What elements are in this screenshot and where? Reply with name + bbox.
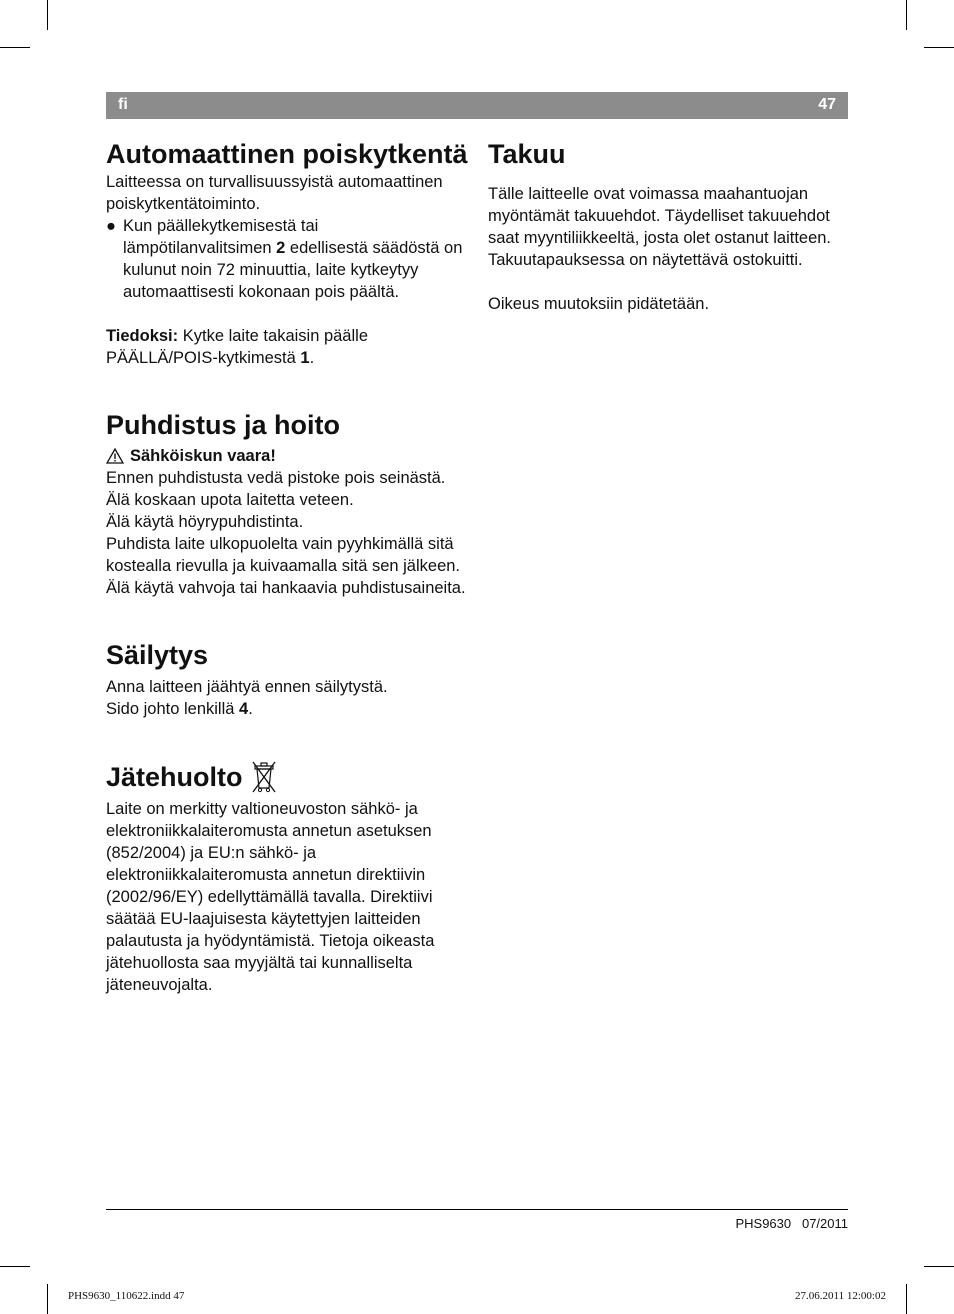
footer-info — [735, 1216, 848, 1231]
section-warranty — [488, 138, 850, 315]
note-label: Tiedoksi: — [106, 327, 179, 345]
paragraph: Laitteessa on turvallisuussyistä automaattinen poiskytkentätoiminto. — [106, 173, 443, 213]
warning-text: Sähköiskun vaara! — [130, 447, 276, 465]
warning-triangle-icon — [106, 448, 124, 464]
crop-mark — [47, 0, 48, 30]
crop-mark — [906, 0, 907, 30]
paragraph: Oikeus muutoksiin pidätetään. — [488, 295, 710, 313]
paragraph: Laite on merkitty valtioneuvoston sähkö- ja elektroniikkalaiteromusta annetun asetuksen (852/2004) ja EU:n sähkö- ja elektroniikkalaiteromusta annetun direktiivin (2002/96/EY) edellyttämällä tavalla. Direktiivi säätää EU-laajuisesta käytettyjen laitteiden palautusta ja hyödyntämistä. Tietoja oikeasta jätehuollosta saa myyjältä tai kunnalliselta jäteneuvojalta. — [106, 800, 435, 994]
edition-date: 07/2011 — [801, 1216, 848, 1231]
left-column — [106, 138, 468, 996]
note-paragraph — [106, 325, 468, 369]
section-storage — [106, 639, 468, 720]
crossed-bin-icon — [251, 760, 277, 794]
section-cleaning — [106, 409, 468, 599]
section-disposal — [106, 760, 468, 996]
bullet-item — [106, 215, 468, 303]
crop-mark — [906, 1284, 907, 1314]
section-title: Säilytys — [106, 640, 209, 670]
text-run: edellisestä säädöstä on kulunut noin 72 minuuttia, laite kytkeytyy automaattisesti kokonaan pois päältä. — [123, 239, 463, 301]
ref-number: 1 — [300, 349, 310, 367]
page-header-bar — [106, 92, 848, 119]
model-number: PHS9630 — [735, 1216, 792, 1231]
section-title — [106, 760, 468, 794]
section-title: Takuu — [488, 139, 566, 169]
paragraph: Älä koskaan upota laitetta veteen. — [106, 491, 354, 509]
text-run: Kytke laite takaisin päälle PÄÄLLÄ/POIS-kytkimestä — [106, 327, 368, 367]
paragraph: Takuutapauksessa on näytettävä ostokuitti. — [488, 251, 803, 269]
print-slug-timestamp: 27.06.2011 12:00:02 — [795, 1290, 886, 1302]
page-number: 47 — [818, 96, 836, 113]
text-run: . — [309, 349, 315, 367]
crop-mark — [924, 1266, 954, 1267]
text-run: Kun päällekytkemisestä tai lämpötilanvalitsimen — [123, 217, 319, 257]
paragraph: Anna laitteen jäähtyä ennen säilytystä. — [106, 678, 388, 696]
paragraph: Tälle laitteelle ovat voimassa maahantuojan myöntämät takuuehdot. Täydelliset takuuehdot saat myyntiliikkeeltä, josta olet ostanut laitteen. — [488, 185, 832, 247]
language-code: fi — [118, 96, 128, 113]
crop-mark — [924, 47, 954, 48]
ref-number: 4 — [239, 700, 249, 718]
section-auto-off — [106, 138, 468, 369]
paragraph: Puhdista laite ulkopuolelta vain pyyhkimällä sitä kostealla rievulla ja kuivaamalla sitä sen jälkeen. Älä käytä vahvoja tai hankaavia puhdistusaineita. — [106, 535, 466, 597]
footer-rule — [106, 1209, 848, 1210]
warning-line — [106, 445, 468, 467]
ref-number: 2 — [276, 239, 286, 257]
paragraph — [106, 698, 468, 720]
text-run: Sido johto lenkillä — [106, 700, 239, 718]
right-column — [488, 138, 850, 315]
bullet-dot: ● — [106, 217, 116, 235]
print-slug-file: PHS9630_110622.indd 47 — [68, 1290, 185, 1302]
section-title: Puhdistus ja hoito — [106, 410, 340, 440]
crop-mark — [0, 47, 30, 48]
paragraph: Älä käytä höyrypuhdistinta. — [106, 513, 304, 531]
section-title-text: Jätehuolto — [106, 761, 243, 792]
paragraph: Ennen puhdistusta vedä pistoke pois seinästä. — [106, 469, 446, 487]
crop-mark — [47, 1284, 48, 1314]
text-run: . — [248, 700, 253, 718]
section-title: Automaattinen poiskytkentä — [106, 139, 468, 169]
crop-mark — [0, 1266, 30, 1267]
